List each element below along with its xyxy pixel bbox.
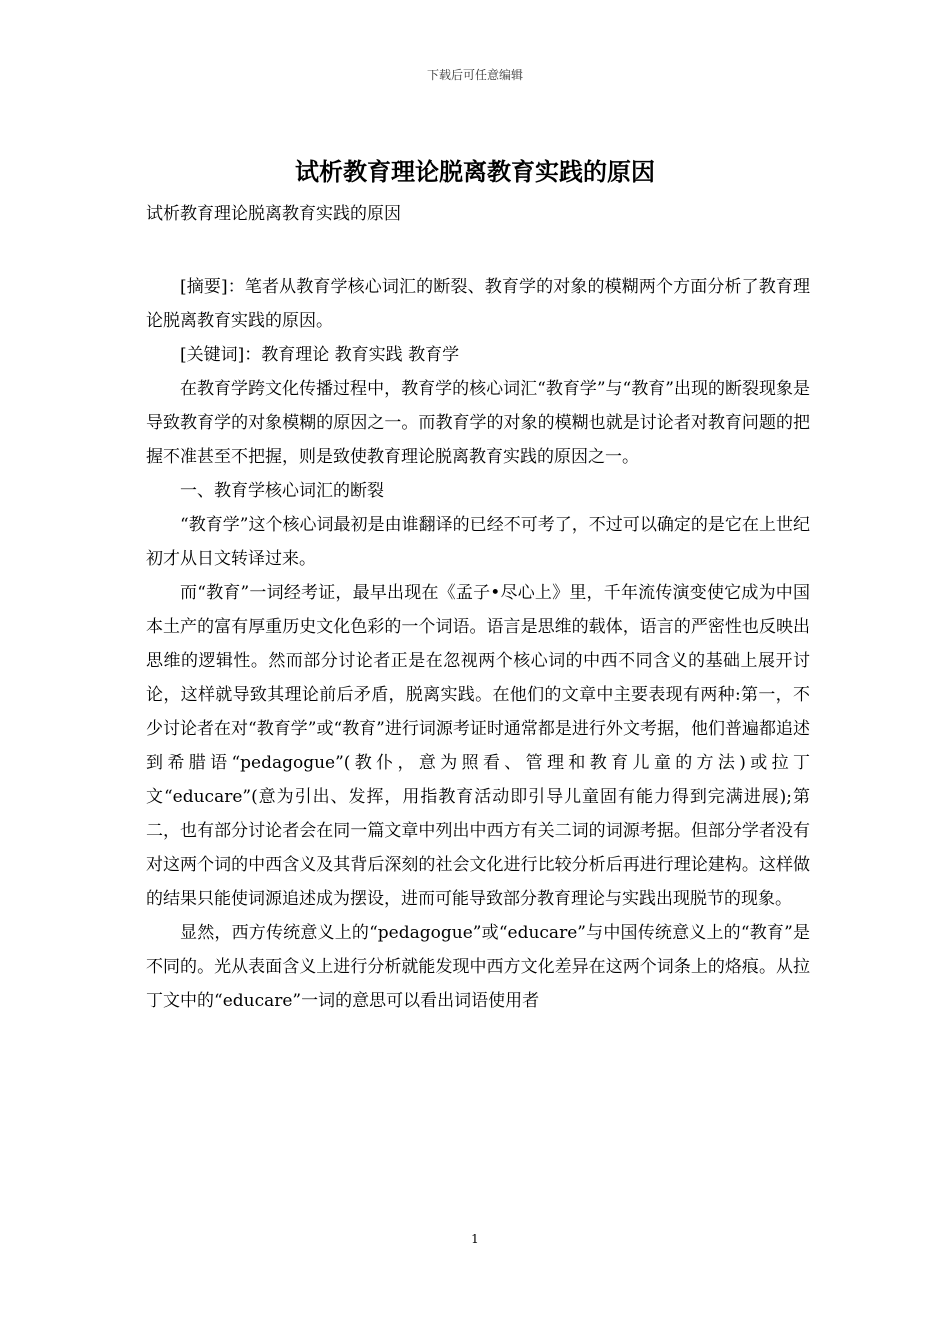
body-paragraph: “教育学”这个核心词最初是由谁翻译的已经不可考了，不过可以确定的是它在上世纪初才从日文转译过来。 <box>146 515 810 569</box>
document-title: 试析教育理论脱离教育实践的原因 <box>295 158 655 186</box>
document-subtitle: 试析教育理论脱离教育实践的原因 <box>146 204 401 224</box>
section-heading: 一、教育学核心词汇的断裂 <box>180 481 384 501</box>
keywords-paragraph: [关键词]：教育理论 教育实践 教育学 <box>180 345 460 365</box>
body-paragraph: 而“教育”一词经考证，最早出现在《孟子•尽心上》里，千年流传演变使它成为中国本土产的富有厚重历史文化色彩的一个词语。语言是思维的载体，语言的严密性也反映出思维的逻辑性。然而部分讨论者正是在忽视两个核心词的中西不同含义的基础上展开讨论，这样就导致其理论前后矛盾，脱离实践。在他们的文章中主要表现有两种:第一，不少讨论者在对“教育学”或“教育”进行词源考证时通常都是进行外文考据，他们普遍都追述到希腊语“pedagogue”(教仆，意为照看、管理和教育儿童的方法)或拉丁文“educare”(意为引出、发挥，用指教育活动即引导儿童固有能力得到完满进展);第二，也有部分讨论者会在同一篇文章中列出中西方有关二词的词源考据。但部分学者没有对这两个词的中西含义及其背后深刻的社会文化进行比较分析后再进行理论建构。这样做的结果只能使词源追述成为摆设，进而可能导致部分教育理论与实践出现脱节的现象。 <box>146 583 810 909</box>
abstract-paragraph: [摘要]：笔者从教育学核心词汇的断裂、教育学的对象的模糊两个方面分析了教育理论脱离教育实践的原因。 <box>146 277 810 331</box>
page-header: 下载后可任意编辑 <box>426 68 523 82</box>
body-paragraph: 显然，西方传统意义上的“pedagogue”或“educare”与中国传统意义上的“教育”是不同的。光从表面含义上进行分析就能发现中西方文化差异在这两个词条上的烙痕。从拉丁文中的“educare”一词的意思可以看出词语使用者 <box>146 923 810 1011</box>
body-paragraph: 在教育学跨文化传播过程中，教育学的核心词汇“教育学”与“教育”出现的断裂现象是导致教育学的对象模糊的原因之一。而教育学的对象的模糊也就是讨论者对教育问题的把握不准甚至不把握，则是致使教育理论脱离教育实践的原因之一。 <box>146 379 810 467</box>
page-number: 1 <box>471 1232 479 1246</box>
document-body <box>146 270 810 1018</box>
